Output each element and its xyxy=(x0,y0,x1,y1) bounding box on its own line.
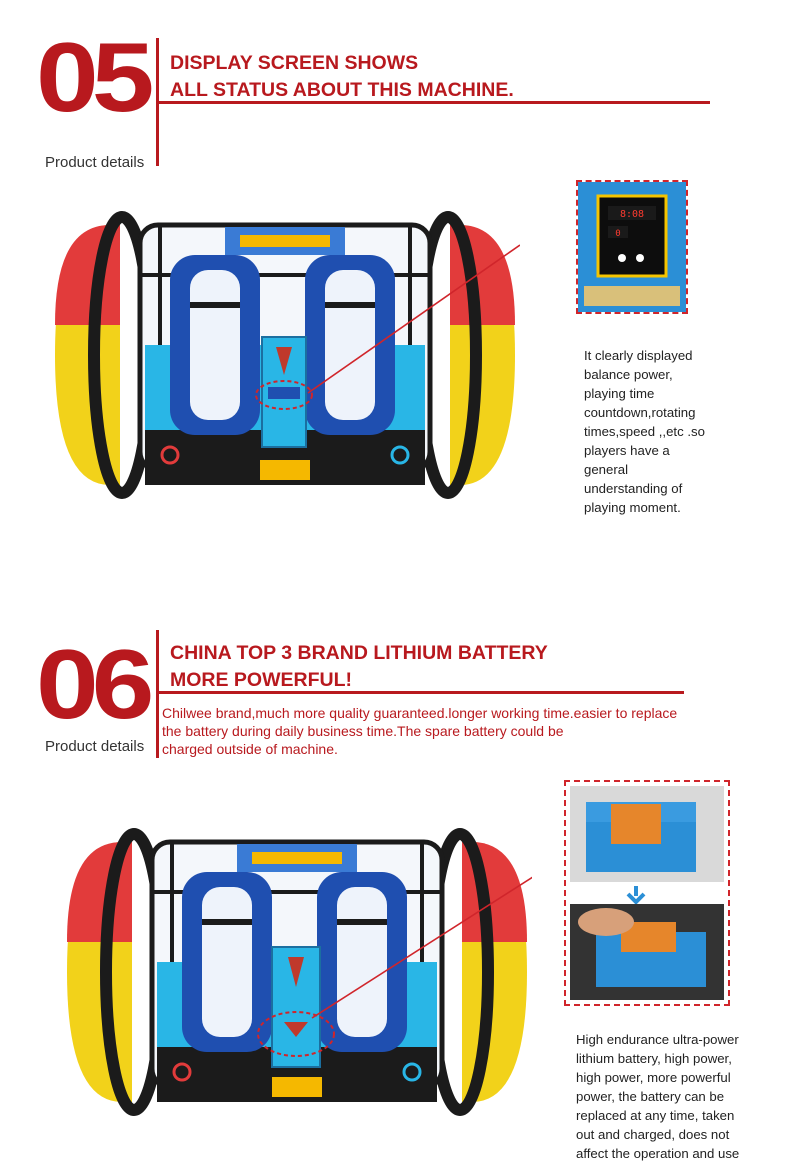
description-line: understanding of xyxy=(584,481,683,496)
description-line: out and charged, does not xyxy=(576,1127,730,1142)
battery-image xyxy=(566,782,728,1004)
description-line: It clearly displayed xyxy=(584,348,693,363)
subtext-line: charged outside of machine. xyxy=(162,741,338,757)
subtext-line: the battery during daily business time.The spare battery could be xyxy=(162,723,564,739)
description-line: times,speed ,,etc .so xyxy=(584,424,705,439)
description-line: lithium battery, high power, xyxy=(576,1051,732,1066)
description-line: balance power, xyxy=(584,367,673,382)
description-line: general xyxy=(584,462,628,477)
rolling-car-image xyxy=(62,822,532,1122)
section-subtext xyxy=(162,704,682,758)
svg-text:0: 0 xyxy=(615,229,621,239)
section-06 xyxy=(0,600,800,1168)
display-screen-callout xyxy=(576,180,688,314)
description-line: affect the operation and use xyxy=(576,1146,740,1161)
section-number: 06 xyxy=(36,629,148,739)
description-line: countdown,rotating xyxy=(584,405,696,420)
heading-line-1: CHINA TOP 3 BRAND LITHIUM BATTERY xyxy=(170,642,548,664)
battery-callout xyxy=(564,780,730,1006)
rolling-car-image xyxy=(50,205,520,505)
heading-line-2: ALL STATUS ABOUT THIS MACHINE. xyxy=(170,79,514,101)
description-line: playing moment. xyxy=(584,500,681,515)
subtext-line: Chilwee brand,much more quality guaranteed.longer working time.easier to replace xyxy=(162,705,678,721)
section-heading xyxy=(170,50,514,104)
display-description xyxy=(584,346,784,517)
heading-line-1: DISPLAY SCREEN SHOWS xyxy=(170,52,419,74)
section-05 xyxy=(0,0,800,580)
battery-description xyxy=(576,1030,791,1163)
display-screen-image xyxy=(578,182,686,312)
heading-line-2: MORE POWERFUL! xyxy=(170,669,352,691)
product-details-label: Product details xyxy=(45,738,145,755)
product-details-label: Product details xyxy=(45,154,145,171)
description-line: High endurance ultra-power xyxy=(576,1032,739,1047)
section-number: 05 xyxy=(36,22,148,132)
description-line: high power, more powerful xyxy=(576,1070,731,1085)
description-line: replaced at any time, taken xyxy=(576,1108,735,1123)
description-line: power, the battery can be xyxy=(576,1089,725,1104)
description-line: playing time xyxy=(584,386,655,401)
svg-text:8:08: 8:08 xyxy=(619,209,645,220)
vertical-divider xyxy=(156,630,159,758)
description-line: players have a xyxy=(584,443,670,458)
section-heading xyxy=(170,640,548,694)
